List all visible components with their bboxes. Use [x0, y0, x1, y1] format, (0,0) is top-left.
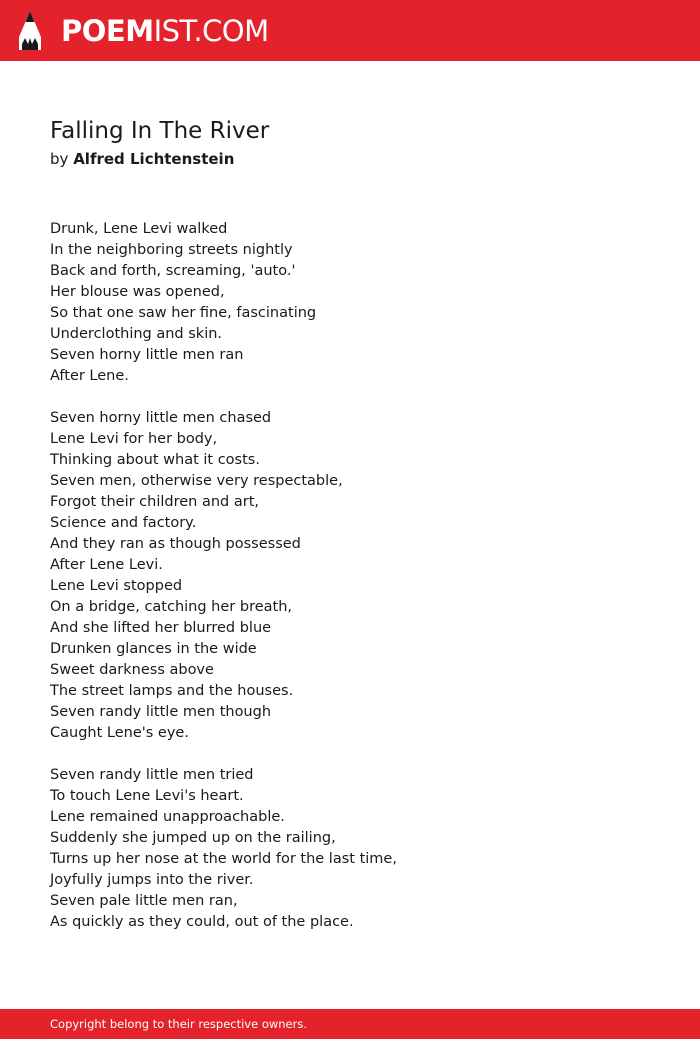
poem-line: To touch Lene Levi's heart.	[50, 788, 244, 804]
poem-line: Joyfully jumps into the river.	[50, 872, 254, 888]
poem-line: Sweet darkness above	[50, 662, 214, 678]
poem-line: So that one saw her fine, fascinating	[50, 305, 317, 321]
poem-line: Seven randy little men though	[50, 704, 272, 720]
poem-stanza	[50, 408, 650, 744]
site-footer	[0, 1009, 700, 1039]
logo-wordmark-light: IST.COM	[153, 14, 269, 48]
poem-line: Suddenly she jumped up on the railing,	[50, 830, 336, 846]
poem-line: Seven pale little men ran,	[50, 893, 238, 909]
poem-line: Back and forth, screaming, 'auto.'	[50, 263, 296, 279]
poem-line: Lene Levi for her body,	[50, 431, 218, 447]
poem-line: Lene remained unapproachable.	[50, 809, 285, 825]
poem-line: In the neighboring streets nightly	[50, 242, 293, 258]
footer-copyright: Copyright belong to their respective owners.	[50, 1017, 308, 1031]
poem-line: Seven horny little men chased	[50, 410, 272, 426]
poem-line: Forgot their children and art,	[50, 494, 259, 510]
poem-line: Turns up her nose at the world for the last time,	[50, 851, 397, 867]
poem-line: Seven men, otherwise very respectable,	[50, 473, 343, 489]
logo-wordmark-bold: POEM	[61, 14, 154, 48]
poem-line: Science and factory.	[50, 515, 197, 531]
poem-stanza	[50, 219, 650, 387]
poem-line: And she lifted her blurred blue	[50, 620, 272, 636]
poem-stanza	[50, 765, 650, 933]
by-label: by	[50, 150, 69, 168]
poem-line: And they ran as though possessed	[50, 536, 301, 552]
poem-title: Falling In The River	[50, 118, 270, 144]
poem-line: Her blouse was opened,	[50, 284, 225, 300]
poem-byline	[50, 148, 234, 170]
poem-line: As quickly as they could, out of the place.	[50, 914, 354, 930]
poem-line: After Lene.	[50, 368, 129, 384]
logo-wordmark	[61, 9, 269, 53]
poem-line: Drunk, Lene Levi walked	[50, 221, 228, 237]
poem-line: Seven horny little men ran	[50, 347, 244, 363]
pencil-tip-icon	[17, 10, 43, 52]
poem-line: Thinking about what it costs.	[50, 452, 260, 468]
poem-line: Lene Levi stopped	[50, 578, 183, 594]
site-header	[0, 0, 700, 61]
poem-line: The street lamps and the houses.	[50, 683, 294, 699]
poem-line: Drunken glances in the wide	[50, 641, 257, 657]
poem-line: Seven randy little men tried	[50, 767, 254, 783]
poem-body	[50, 219, 650, 954]
site-logo[interactable]	[17, 9, 269, 53]
poem-line: Caught Lene's eye.	[50, 725, 189, 741]
poem-author[interactable]: Alfred Lichtenstein	[73, 150, 235, 168]
poem-line: After Lene Levi.	[50, 557, 163, 573]
poem-line: Underclothing and skin.	[50, 326, 223, 342]
poem-line: On a bridge, catching her breath,	[50, 599, 293, 615]
